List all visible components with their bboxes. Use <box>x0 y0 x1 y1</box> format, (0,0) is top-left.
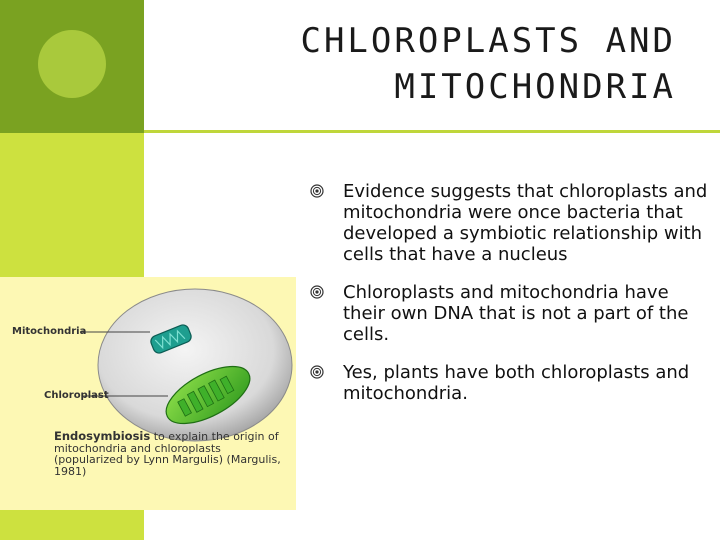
bullet-item <box>310 181 710 265</box>
bullet-item <box>310 282 710 345</box>
bullet-text: Chloroplasts and mitochondria have their own DNA that is not a part of the cells. <box>343 282 689 345</box>
mitochondria-label: Mitochondria <box>12 326 87 337</box>
chloroplast-label: Chloroplast <box>44 390 109 401</box>
bullet-text: Yes, plants have both chloroplasts and mitochondria. <box>343 362 690 404</box>
bullet-text: Evidence suggests that chloroplasts and mitochondria were once bacteria that developed a symbiotic relationship with cells that have a nucleus <box>343 181 708 265</box>
slide-title <box>156 18 676 110</box>
decorative-circle-icon <box>38 30 106 98</box>
slide-title-line-1: CHLOROPLASTS AND <box>300 21 676 61</box>
caption-text: to explain the origin of mitochondria and chloroplasts (popularized by Lynn Margulis) (Margulis, 1981) <box>54 430 281 478</box>
endosymbiosis-figure <box>0 277 296 510</box>
circled-bullet-icon <box>310 184 324 198</box>
slide-title-line-2: MITOCHONDRIA <box>394 67 676 107</box>
title-divider <box>144 130 720 133</box>
bullet-list <box>310 181 710 421</box>
circled-bullet-icon <box>310 365 324 379</box>
circled-bullet-icon <box>310 285 324 299</box>
caption-term: Endosymbiosis <box>54 429 151 443</box>
figure-caption <box>54 431 290 477</box>
bullet-item <box>310 362 710 404</box>
